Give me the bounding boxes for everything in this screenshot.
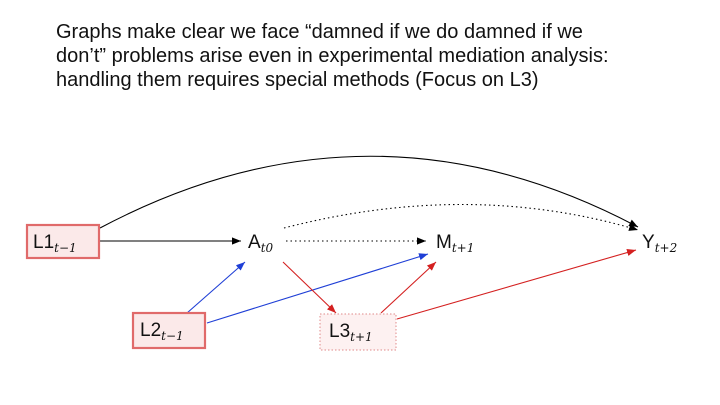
node-m-label [436,232,474,255]
node-a-subscript: t0 [260,241,274,255]
title-line-1: Graphs make clear we face “damned if we do damned if we [56,21,583,43]
node-m-subscript: t+1 [451,241,475,255]
node-y-name: Y [642,232,655,253]
node-y-subscript: t+2 [654,241,678,255]
edge-a-to-l3 [283,262,336,313]
edge-l3-to-y [397,250,636,319]
node-a-label [248,232,274,255]
edge-l2-to-m [207,254,428,323]
node-l2-subscript: t−1 [161,329,184,343]
edge-l3-to-m [381,262,436,313]
node-l3-subscript: t+1 [350,330,373,344]
node-l3-name: L3 [329,321,351,342]
title-line-3: handling them requires special methods (Focus on L3) [56,69,539,91]
title-line-2: don’t” problems arise even in experimental mediation analysis: [56,45,609,67]
node-m-name: M [436,232,452,253]
node-l1-subscript: t−1 [54,241,77,255]
edge-l1-to-y [100,156,638,228]
node-a-name: A [248,232,261,253]
edge-a-to-y [284,204,638,230]
edge-l2-to-a [187,262,245,313]
node-l2-name: L2 [140,320,162,341]
node-y-label [642,232,677,255]
node-l1-name: L1 [33,232,55,253]
